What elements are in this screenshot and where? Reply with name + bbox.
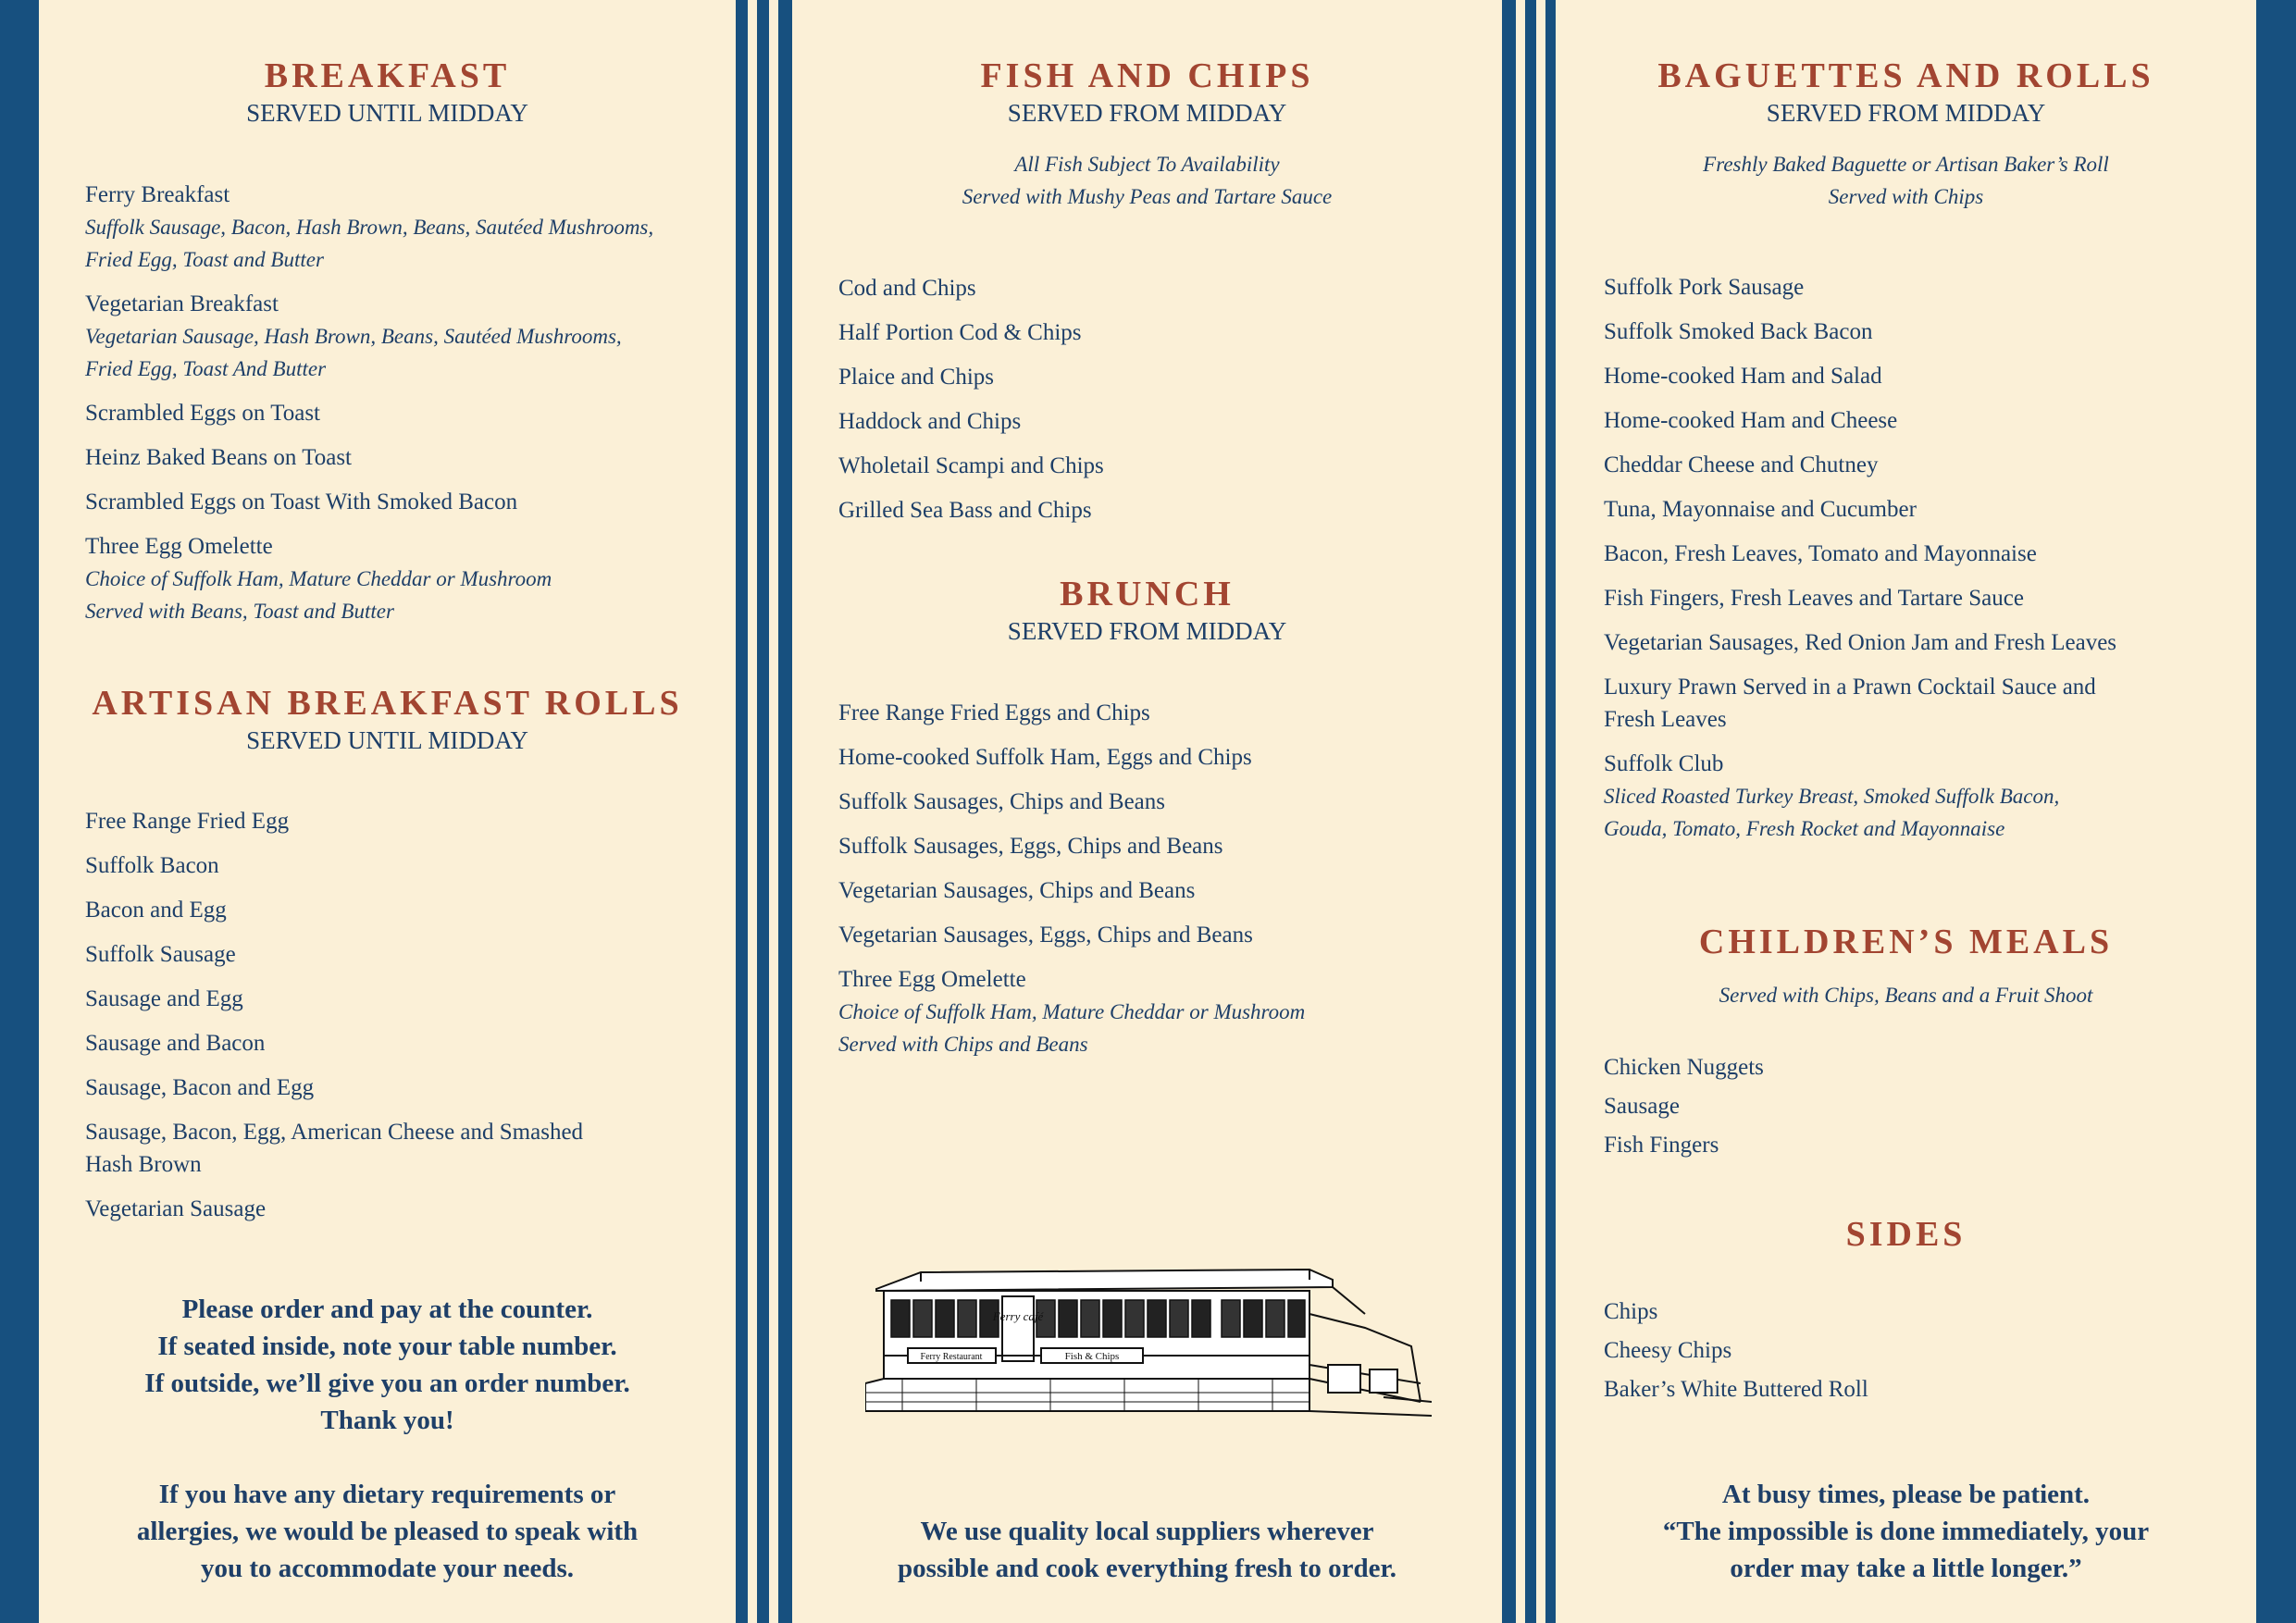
menu-item	[85, 288, 724, 385]
note-line: possible and cook everything fresh to order.	[898, 1554, 1396, 1583]
menu-item: Chicken Nuggets	[1604, 1055, 1764, 1080]
item-desc: Gouda, Tomato, Fresh Rocket and Mayonnaise	[1604, 817, 2005, 840]
item-desc: Sliced Roasted Turkey Breast, Smoked Suffolk Bacon,	[1604, 785, 2060, 808]
baguettes-title: BAGUETTES AND ROLLS	[1657, 56, 2154, 95]
cafe-building-illustration	[865, 1263, 1432, 1425]
menu-item: Bacon and Egg	[85, 898, 227, 923]
children-header	[1556, 923, 2256, 1011]
menu-item: Fish Fingers	[1604, 1133, 1719, 1158]
menu-item: Fish Fingers, Fresh Leaves and Tartare Sauce	[1604, 586, 2024, 611]
menu-item: Cheesy Chips	[1604, 1338, 1732, 1363]
breakfast-subtitle: SERVED UNTIL MIDDAY	[246, 98, 528, 127]
menu-item: Suffolk Bacon	[85, 853, 219, 878]
item-desc: Vegetarian Sausage, Hash Brown, Beans, Sautéed Mushrooms,	[85, 325, 622, 348]
item-name: Three Egg Omelette	[838, 967, 1026, 992]
dietary-note-line: allergies, we would be pleased to speak with	[136, 1517, 639, 1546]
menu-item: Suffolk Sausages, Eggs, Chips and Beans	[838, 834, 1223, 859]
menu-item	[1604, 748, 2242, 845]
note-line: If outside, we’ll give you an order number.	[144, 1369, 630, 1398]
brunch-list	[838, 697, 1477, 1060]
children-note: Served with Chips, Beans and a Fruit Shoot	[1719, 983, 2093, 1007]
artisan-rolls-header	[39, 685, 736, 755]
item-name: Ferry Breakfast	[85, 182, 230, 207]
menu-item: Free Range Fried Egg	[85, 809, 290, 834]
item-desc: Choice of Suffolk Ham, Mature Cheddar or Mushroom	[85, 567, 552, 590]
item-name: Vegetarian Breakfast	[85, 291, 279, 316]
divider-stripe	[769, 0, 778, 1623]
children-title: CHILDREN’S MEALS	[1698, 923, 2114, 961]
note-line: We use quality local suppliers wherever	[920, 1517, 1374, 1546]
fish-chips-header	[792, 57, 1502, 213]
menu-item: Suffolk Sausages, Chips and Beans	[838, 789, 1165, 814]
menu-item: Cod and Chips	[838, 276, 976, 301]
artisan-rolls-list	[85, 805, 724, 1225]
dietary-note-line: If you have any dietary requirements or	[158, 1480, 616, 1509]
item-desc: Fried Egg, Toast and Butter	[85, 248, 324, 271]
counter-note	[39, 1291, 736, 1587]
item-name: Three Egg Omelette	[85, 534, 273, 559]
menu-item: Home-cooked Ham and Cheese	[1604, 408, 1898, 433]
menu-item: Grilled Sea Bass and Chips	[838, 498, 1092, 523]
breakfast-header	[39, 57, 736, 128]
brunch-title: BRUNCH	[1060, 575, 1235, 613]
menu-item: Suffolk Sausage	[85, 942, 236, 967]
item-desc: Choice of Suffolk Ham, Mature Cheddar or Mushroom	[838, 1000, 1306, 1023]
menu-item: Suffolk Smoked Back Bacon	[1604, 319, 1873, 344]
menu-item: Sausage	[1604, 1094, 1680, 1119]
fish-chips-note: Served with Mushy Peas and Tartare Sauce	[962, 185, 1333, 209]
breakfast-title: BREAKFAST	[264, 56, 511, 95]
menu-item: Vegetarian Sausages, Red Onion Jam and Fresh Leaves	[1604, 630, 2117, 655]
menu-item: Plaice and Chips	[838, 365, 995, 390]
item-name: Suffolk Club	[1604, 751, 1724, 776]
artisan-rolls-title: ARTISAN BREAKFAST ROLLS	[92, 684, 683, 723]
menu-item: Tuna, Mayonnaise and Cucumber	[1604, 497, 1917, 522]
menu-item: Sausage, Bacon, Egg, American Cheese and Smashed	[85, 1120, 584, 1145]
sign-fish-chips: Fish & Chips	[1064, 1351, 1120, 1362]
menu-item: Baker’s White Buttered Roll	[1604, 1377, 1868, 1402]
fish-chips-subtitle: SERVED FROM MIDDAY	[1007, 98, 1287, 127]
sign-cafe: Ferry café	[992, 1309, 1044, 1323]
menu-item: Cheddar Cheese and Chutney	[1604, 452, 1879, 477]
item-desc: Served with Beans, Toast and Butter	[85, 600, 394, 623]
quote-line: “The impossible is done immediately, your	[1662, 1517, 2150, 1546]
menu-item-continued: Hash Brown	[85, 1152, 202, 1177]
baguettes-list	[1604, 271, 2242, 845]
breakfast-list	[85, 179, 724, 627]
baguettes-subtitle: SERVED FROM MIDDAY	[1766, 98, 2046, 127]
baguettes-note: Served with Chips	[1828, 185, 1984, 209]
menu-item: Free Range Fried Eggs and Chips	[838, 700, 1150, 725]
item-name: Scrambled Eggs on Toast	[85, 401, 321, 426]
menu-item: Sausage and Egg	[85, 986, 243, 1011]
children-list	[1604, 1048, 2242, 1165]
menu-item	[85, 530, 724, 627]
sides-list	[1604, 1293, 2242, 1409]
menu-item: Vegetarian Sausage	[85, 1196, 267, 1221]
divider-stripe	[1516, 0, 1525, 1623]
baguettes-note: Freshly Baked Baguette or Artisan Baker’s Roll	[1703, 153, 2109, 177]
menu-item	[85, 397, 724, 429]
menu-item	[838, 963, 1477, 1060]
patience-note	[1556, 1476, 2256, 1587]
menu-item: Vegetarian Sausages, Eggs, Chips and Beans	[838, 923, 1253, 948]
menu-item-continued: Fresh Leaves	[1604, 707, 1727, 732]
menu-item: Home-cooked Suffolk Ham, Eggs and Chips	[838, 745, 1252, 770]
suppliers-note	[792, 1513, 1502, 1587]
sides-title: SIDES	[1845, 1215, 1967, 1254]
menu-item: Sausage, Bacon and Egg	[85, 1075, 315, 1100]
baguettes-header	[1556, 57, 2256, 213]
menu-item: Haddock and Chips	[838, 409, 1022, 434]
divider-stripe	[748, 0, 757, 1623]
menu-item: Vegetarian Sausages, Chips and Beans	[838, 878, 1196, 903]
fish-chips-list	[838, 272, 1477, 527]
menu-item: Home-cooked Ham and Salad	[1604, 364, 1882, 389]
menu-item	[85, 486, 724, 518]
menu-item	[85, 441, 724, 474]
menu-item: Suffolk Pork Sausage	[1604, 275, 1805, 300]
quote-line: order may take a little longer.”	[1730, 1554, 2082, 1583]
item-desc: Suffolk Sausage, Bacon, Hash Brown, Beans, Sautéed Mushrooms,	[85, 216, 654, 239]
note-line: Thank you!	[320, 1406, 454, 1435]
note-line: If seated inside, note your table number.	[157, 1332, 617, 1361]
item-desc: Fried Egg, Toast And Butter	[85, 357, 327, 380]
menu-item: Wholetail Scampi and Chips	[838, 453, 1104, 478]
note-line: At busy times, please be patient.	[1721, 1480, 2091, 1509]
sides-header	[1556, 1216, 2256, 1255]
item-name: Scrambled Eggs on Toast With Smoked Bacon	[85, 489, 518, 514]
note-line: Please order and pay at the counter.	[181, 1295, 593, 1324]
dietary-note-line: you to accommodate your needs.	[200, 1554, 574, 1583]
brunch-header	[792, 576, 1502, 646]
fish-chips-title: FISH AND CHIPS	[980, 56, 1314, 95]
item-desc: Served with Chips and Beans	[838, 1033, 1088, 1056]
menu-item: Sausage and Bacon	[85, 1031, 266, 1056]
menu-item: Chips	[1604, 1299, 1658, 1324]
menu-item: Luxury Prawn Served in a Prawn Cocktail Sauce and	[1604, 675, 2096, 700]
menu-item: Half Portion Cod & Chips	[838, 320, 1082, 345]
divider-stripe	[1536, 0, 1545, 1623]
fish-chips-note: All Fish Subject To Availability	[1014, 153, 1280, 177]
artisan-rolls-subtitle: SERVED UNTIL MIDDAY	[246, 725, 528, 754]
menu-item: Bacon, Fresh Leaves, Tomato and Mayonnaise	[1604, 541, 2037, 566]
item-name: Heinz Baked Beans on Toast	[85, 445, 353, 470]
sign-restaurant: Ferry Restaurant	[920, 1352, 983, 1362]
brunch-subtitle: SERVED FROM MIDDAY	[1007, 616, 1287, 645]
menu-item	[85, 179, 724, 276]
